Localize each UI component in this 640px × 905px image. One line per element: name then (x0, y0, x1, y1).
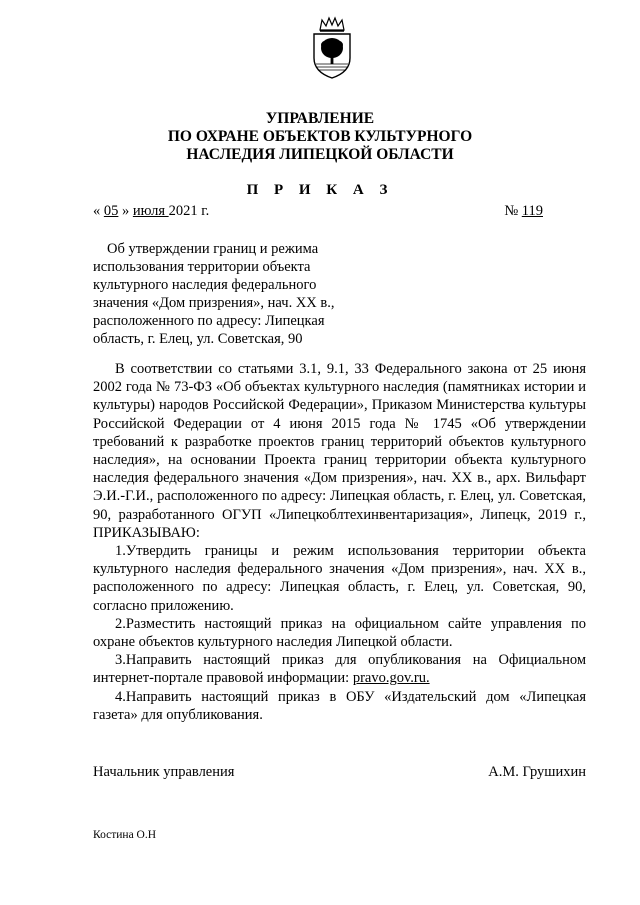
signatory-name: А.М. Грушихин (488, 764, 586, 780)
date-year: 2021 г. (168, 203, 210, 219)
subject-line: использования территории объекта (93, 259, 311, 275)
header-line-2: ПО ОХРАНЕ ОБЪЕКТОВ КУЛЬТУРНОГО (167, 128, 473, 145)
item-1-paragraph: 1.Утвердить границы и режим использования территории объекта культурного наследия федерального значения «Дом призрения», нач. XX в., расположенного по адресу: Липецкая область, г. Елец, ул. Советская, 90, согласно приложению. (93, 543, 586, 614)
order-title: П Р И К А З (246, 182, 394, 198)
subject-line: значения «Дом призрения», нач. XX в., (93, 295, 335, 311)
order-subject (93, 240, 343, 348)
item-3-paragraph: 3.Направить настоящий приказ для опубликования на Официальном интернет-портале правовой информации: pravo.gov.ru. (93, 652, 586, 687)
date-month: июля (132, 203, 169, 219)
order-body (93, 360, 586, 724)
header-line-3: НАСЛЕДИЯ ЛИПЕЦКОЙ ОБЛАСТИ (186, 146, 454, 163)
header-line-1: УПРАВЛЕНИЕ (265, 110, 375, 127)
order-number: № 119 (504, 203, 543, 219)
subject-line: культурного наследия федерального (93, 277, 317, 293)
pravo-gov-link[interactable]: pravo.gov.ru. (352, 670, 430, 687)
subject-line: расположенного по адресу: Липецкая (93, 313, 325, 329)
executor-name: Костина О.Н (93, 829, 157, 841)
preamble-paragraph: В соответствии со статьями 3.1, 9.1, 33 Федерального закона от 25 июня 2002 года № 73-ФЗ «Об объектах культурного наследия (памятниках истории и культуры) народов Российской Федерации», Приказом Министерства культуры Российской Федерации от 4 июня 2015 года № 1745 «Об утверждении требований к разработке проектов границ территорий объектов культурного наследия», на основании Проекта границ территории объекта культурного наследия федерального значения «Дом призрения», нач. XX в., арх. Вильфарт Э.И.-Г.И., расположенного по адресу: Липецкая область, г. Елец, ул. Советская, 90, разработанного ОГУП «Липецкоблтехинвентаризация», Липецк, 2019 г., ПРИКАЗЫВАЮ: (93, 361, 586, 541)
organization-header (0, 110, 640, 164)
coat-of-arms-icon (306, 16, 358, 80)
date-day: 05 (103, 203, 119, 219)
item-4-paragraph: 4.Направить настоящий приказ в ОБУ «Издательский дом «Липецкая газета» для опубликования. (93, 688, 586, 723)
subject-line: область, г. Елец, ул. Советская, 90 (93, 331, 303, 347)
order-number-value: 119 (521, 203, 543, 219)
subject-line: Об утверждении границ и режима (107, 241, 319, 257)
signatory-position: Начальник управления (93, 764, 235, 780)
item-2-paragraph: 2.Разместить настоящий приказ на официальном сайте управления по охране объектов культурного наследия Липецкой области. (93, 615, 586, 651)
order-date: « 05 » июля 2021 г. (93, 203, 210, 219)
